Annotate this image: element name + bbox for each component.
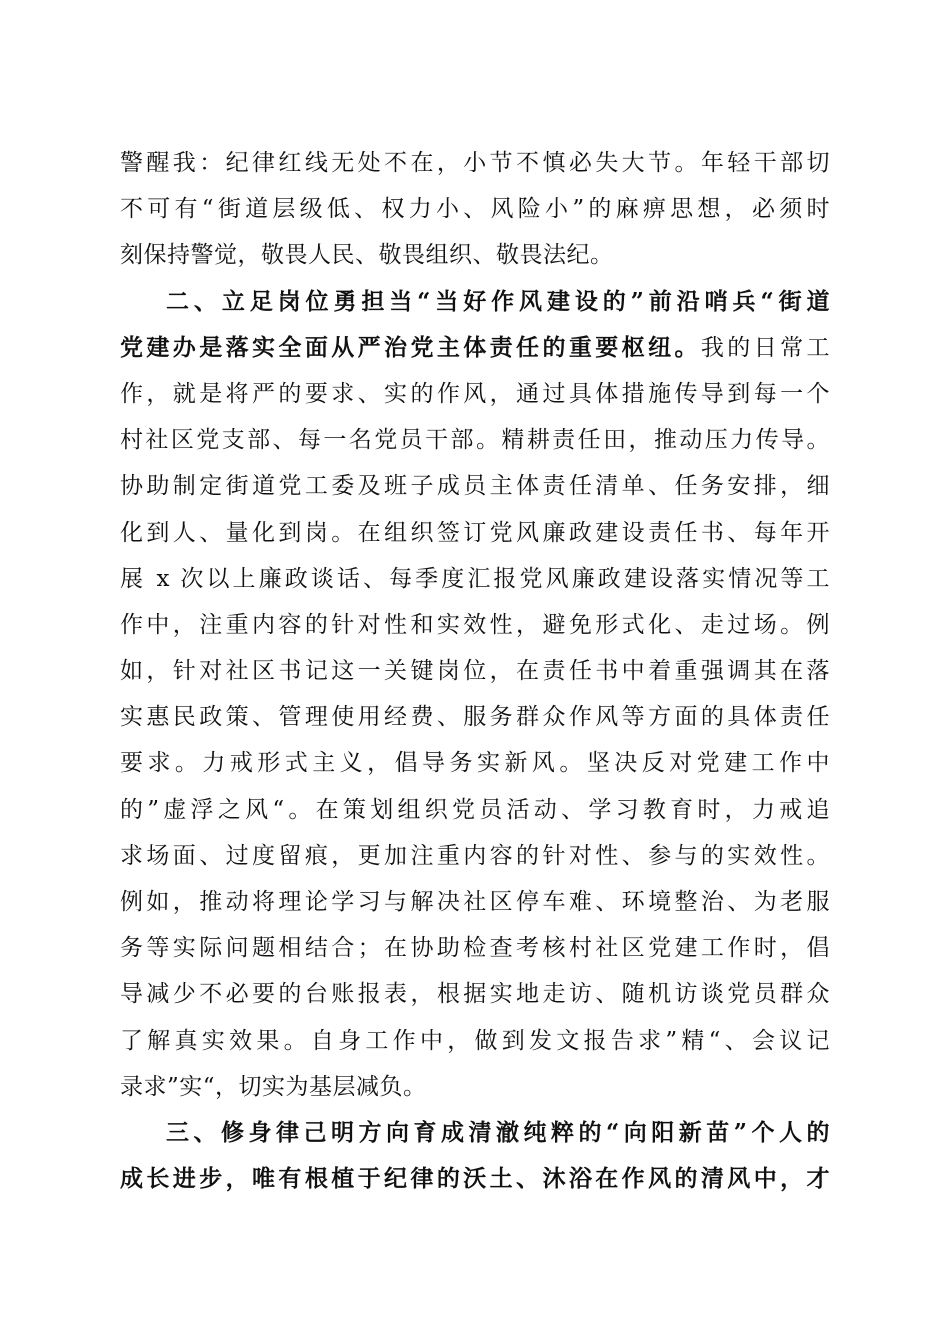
text-line: 要求。力戒形式主义，倡导务实新风。坚决反对党建工作中 [120, 750, 830, 777]
text-line: 展 x 次以上廉政谈话、每季度汇报党风廉政建设落实情况等工 [120, 565, 830, 592]
bold-lead-text: 党建办是落实全面从严治党主体责任的重要枢纽。 [120, 333, 701, 361]
text-line: 了解真实效果。自身工作中，做到发文报告求”精“、会议记 [120, 1027, 830, 1054]
text-line: 刻保持警觉，敬畏人民、敬畏组织、敬畏法纪。 [120, 242, 614, 269]
text-line: 村社区党支部、每一名党员干部。精耕责任田，推动压力传导。 [120, 427, 830, 454]
text-line: 的”虚浮之风“。在策划组织党员活动、学习教育时，力戒追 [120, 796, 830, 823]
text-line: 成长进步，唯有根植于纪律的沃土、沐浴在作风的清风中，才 [120, 1165, 830, 1193]
text-line: 警醒我：纪律红线无处不在，小节不慎必失大节。年轻干部切 [120, 150, 830, 176]
body-text [120, 140, 830, 1202]
text-line: 不可有“街道层级低、权力小、风险小”的麻痹思想，必须时 [120, 196, 830, 223]
section-heading-2: 二、立足岗位勇担当“当好作风建设的”前沿哨兵“街道 [166, 287, 830, 315]
text-line: 化到人、量化到岗。在组织签订党风廉政建设责任书、每年开 [120, 519, 830, 546]
text-line: 求场面、过度留痕，更加注重内容的针对性、参与的实效性。 [120, 842, 830, 869]
plain-text: 我的日常工 [700, 334, 831, 361]
text-line: 导减少不必要的台账报表，根据实地走访、随机访谈党员群众 [120, 981, 830, 1008]
text-line: 务等实际问题相结合；在协助检查考核村社区党建工作时，倡 [120, 935, 830, 962]
text-line: 作，就是将严的要求、实的作风，通过具体措施传导到每一个 [120, 380, 830, 407]
text-line-mixed [120, 325, 830, 371]
text-line: 协助制定街道党工委及班子成员主体责任清单、任务安排，细 [120, 473, 830, 500]
text-line: 录求”实“，切实为基层减负。 [120, 1073, 427, 1100]
text-line: 如，针对社区书记这一关键岗位，在责任书中着重强调其在落 [120, 658, 830, 685]
section-heading-3: 三、修身律己明方向育成清澈纯粹的“向阳新苗”个人的 [166, 1118, 830, 1146]
text-line: 例如，推动将理论学习与解决社区停车难、环境整治、为老服 [120, 889, 830, 915]
text-line: 实惠民政策、管理使用经费、服务群众作风等方面的具体责任 [120, 704, 830, 731]
text-line: 作中，注重内容的针对性和实效性，避免形式化、走过场。例 [120, 611, 830, 638]
